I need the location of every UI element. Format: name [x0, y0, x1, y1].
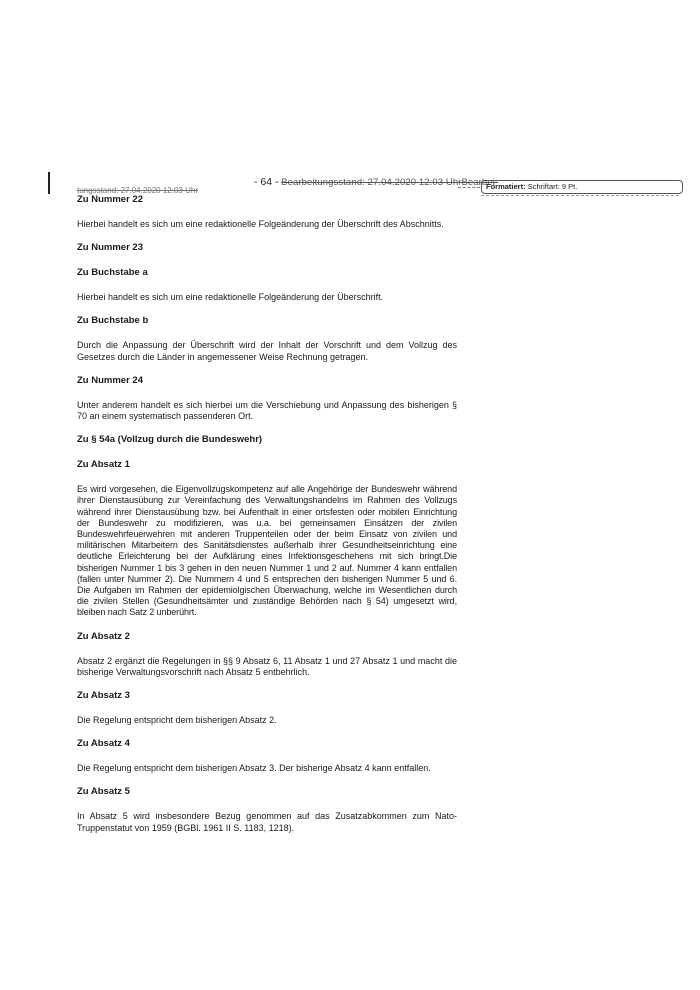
section-heading: Zu Buchstabe b [77, 315, 149, 327]
section-heading: Zu Absatz 5 [77, 786, 130, 798]
section-paragraph: Die Regelung entspricht dem bisherigen Absatz 3. Der bisherige Absatz 4 kann entfallen. [77, 763, 431, 774]
section-heading: Zu Absatz 1 [77, 459, 130, 471]
format-value: Schriftart: 9 Pt. [527, 182, 578, 191]
section-heading: Zu Nummer 24 [77, 374, 143, 386]
deleted-status-text-continued: tungsstand: 27.04.2020 12:03 Uhr [77, 186, 198, 195]
section-heading: Zu Absatz 3 [77, 690, 130, 702]
section-paragraph: In Absatz 5 wird insbesondere Bezug genommen auf das Zusatzabkommen zum Nato-Truppenstatut von 1959 (BGBl. 1961 II S. 1183, 1218). [77, 811, 457, 833]
section-heading: Zu Absatz 2 [77, 630, 130, 642]
balloon-underline [481, 195, 679, 196]
section-heading: Zu Buchstabe a [77, 267, 148, 279]
deleted-status-text: Bearbeitungsstand: 27.04.2020 12:03 UhrBearbei- [281, 177, 499, 188]
section-paragraph: Die Regelung entspricht dem bisherigen Absatz 2. [77, 715, 277, 726]
section-paragraph: Absatz 2 ergänzt die Regelungen in §§ 9 Absatz 6, 11 Absatz 1 und 27 Absatz 1 und macht die bisherige Verwaltungsvorschrift nach Absatz 5 entbehrlich. [77, 655, 457, 677]
page-number: - 64 - [254, 176, 279, 188]
section-paragraph: Unter anderem handelt es sich hierbei um die Verschiebung und Anpassung des bisherigen § 70 an einem systematisch passenderen Ort. [77, 399, 457, 422]
section-paragraph: Hierbei handelt es sich um eine redaktionelle Folgeänderung der Überschrift. [77, 292, 384, 303]
format-label: Formatiert: [486, 182, 526, 191]
section-heading: Zu Absatz 4 [77, 738, 130, 750]
section-heading: Zu Nummer 22 [77, 194, 143, 205]
format-change-balloon[interactable] [481, 180, 683, 194]
change-bar [48, 172, 50, 194]
section-heading: Zu Nummer 23 [77, 242, 143, 254]
section-heading: Zu § 54a (Vollzug durch die Bundeswehr) [77, 434, 263, 446]
section-paragraph: Durch die Anpassung der Überschrift wird der Inhalt der Vorschrift und dem Vollzug des Gesetzes durch die Länder in angemessener Weise Rechnung getragen. [77, 340, 457, 362]
section-paragraph: Hierbei handelt es sich um eine redaktionelle Folgeänderung der Überschrift des Abschnitts. [77, 219, 444, 229]
section-paragraph: Es wird vorgesehen, die Eigenvollzugskompetenz auf alle Angehörige der Bundeswehr während ihrer Dienstausübung zur Vereinfachung des Verwaltungshandelns im Rahmen des Vollzugs während ihrer Dienstausübung bzw. bei Aufenthalt in einer ortsfesten oder mobilen Einrichtung der Bundeswehr zu modifizieren, was u.a. bei gemeinsamen Einsätzen der zivilen Bundeswehrfeuerwehren mit anderen Truppenteilen oder der beim Einsatz von zivilen und militärischen Mitarbeitern des Sanitätsdienstes außerhalb ihrer Gesundheitseinrichtung eine deutliche Erleichterung bei der Aufklärung eines Infektionsgeschehens mit sich bringt.Die bisherigen Nummer 1 bis 3 gehen in den neuen Nummer 1 und 2 auf. Nummer 4 kann entfallen (fallen unter Nummer 2). Die Nummern 4 und 5 entsprechen den bisherigen Nummer 5 und 6. Die Aufgaben im Rahmen der epidemiolgischen Überwachung, welche im Wesentlichen durch die zivilen Stellen (Gesundheitsämter und zuständige Behörden nach § 54) umgesetzt wird, bleiben nach Satz 2 unberührt. [77, 484, 457, 618]
document-body [77, 194, 457, 846]
comment-connector-line [458, 187, 480, 188]
